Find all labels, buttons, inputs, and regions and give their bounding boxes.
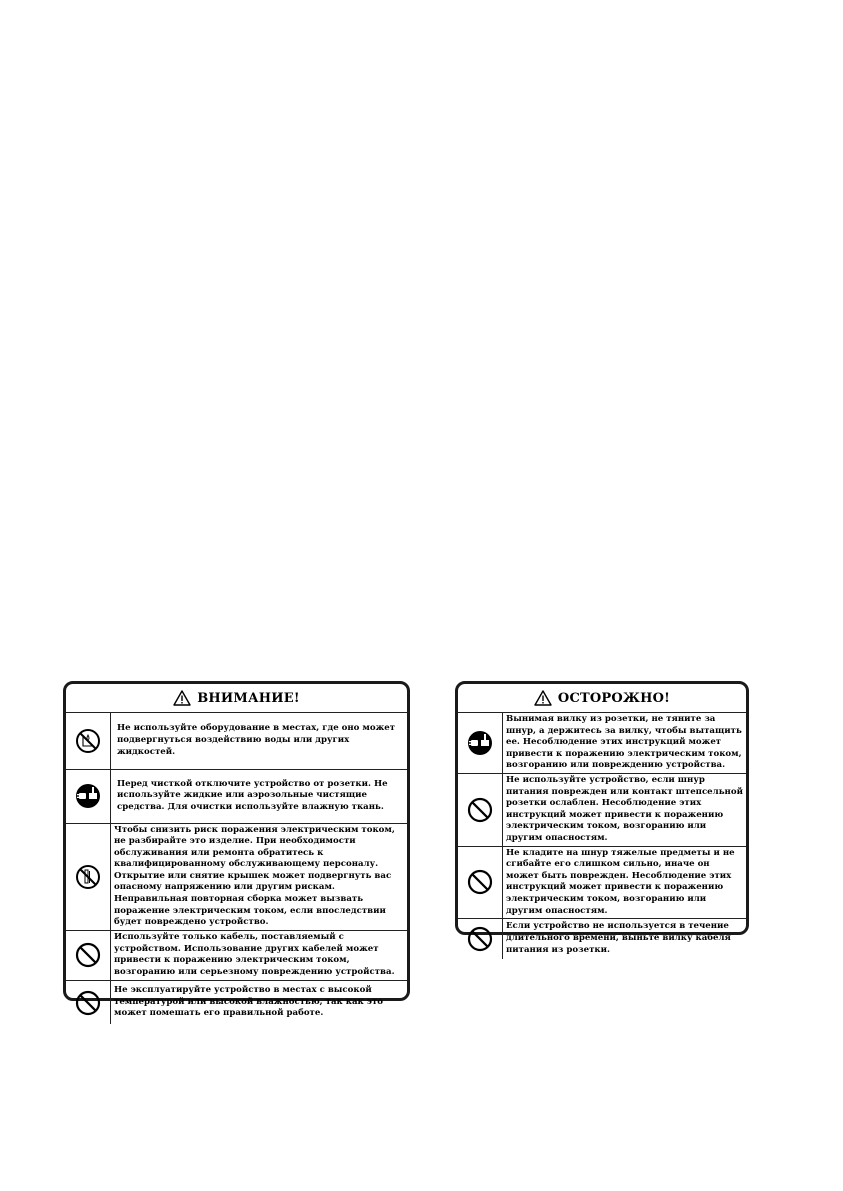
- prohibited-icon: [467, 926, 493, 952]
- prohibited-icon: [467, 869, 493, 895]
- unplug-icon: [467, 730, 493, 756]
- warning-text: Перед чисткой отключите устройство от розетки. Не используйте жидкие или аэрозольные чистящие средства. Для очистки используйте влажную ткань.: [111, 769, 408, 823]
- caution-text: Не кладите на шнур тяжелые предметы и не сгибайте его слишком сильно, иначе он может быть поврежден. Несоблюдение этих инструкций может привести к поражению электрическим током, возгоранию или другим опасностям.: [503, 846, 747, 919]
- caution-title: ОСТОРОЖНО!: [557, 690, 671, 706]
- warning-triangle-icon: [173, 690, 191, 706]
- caution-text: Вынимая вилку из розетки, не тяните за шнур, а держитесь за вилку, чтобы вытащить ее. Несоблюдение этих инструкций может привести к поражению электрическим током, возгоранию или повреждению устройства.: [503, 713, 747, 773]
- warning-row: [66, 823, 407, 930]
- prohibited-icon: [75, 990, 101, 1016]
- warning-header: [66, 684, 407, 713]
- warning-row: [66, 769, 407, 823]
- warning-text: Чтобы снизить риск поражения электрическим током, не разбирайте это изделие. При необходимости обслуживания или ремонта обратитесь к квалифицированному обслуживающему персоналу. Открытие или снятие крышек может подвергнуть вас опасному напряжению или другим рискам. Неправильная повторная сборка может вызвать поражение электрическим током, если впоследствии будет повреждено устройство.: [111, 823, 408, 930]
- warning-rows: [66, 713, 407, 1024]
- no-water-icon: [75, 728, 101, 754]
- warning-text: Используйте только кабель, поставляемый с устройством. Использование других кабелей может привести к поражению электрическим током, возгоранию или серьезному повреждению устройства.: [111, 930, 408, 980]
- caution-row: [458, 773, 746, 846]
- warning-row: [66, 713, 407, 769]
- no-disassemble-icon: [75, 864, 101, 890]
- caution-header: [458, 684, 746, 713]
- warning-text: Не эксплуатируйте устройство в местах с высокой температурой или высокой влажностью, так как это может помешать его правильной работе.: [114, 985, 384, 1019]
- caution-row: [458, 713, 746, 773]
- caution-row: [458, 919, 746, 959]
- warning-row: [66, 980, 407, 1024]
- prohibited-icon: [75, 942, 101, 968]
- caution-text: Не используйте устройство, если шнур питания поврежден или контакт штепсельной розетки ослаблен. Несоблюдение этих инструкций может привести к поражению электрическим током, возгоранию или другим опасностям.: [503, 773, 747, 846]
- warning-triangle-icon: [534, 690, 552, 706]
- warning-title: ВНИМАНИЕ!: [197, 690, 300, 706]
- caution-row: [458, 846, 746, 919]
- prohibited-icon: [467, 797, 493, 823]
- warning-row: [66, 930, 407, 980]
- warning-text: Не используйте оборудование в местах, где оно может подвергнуться воздействию воды или других жидкостей.: [111, 713, 408, 769]
- caution-rows: [458, 713, 746, 959]
- caution-panel: [455, 681, 749, 955]
- warning-panel: [63, 681, 410, 1019]
- unplug-icon: [75, 783, 101, 809]
- caution-text: Если устройство не используется в течение длительного времени, выньте вилку кабеля питания из розетки.: [506, 921, 731, 955]
